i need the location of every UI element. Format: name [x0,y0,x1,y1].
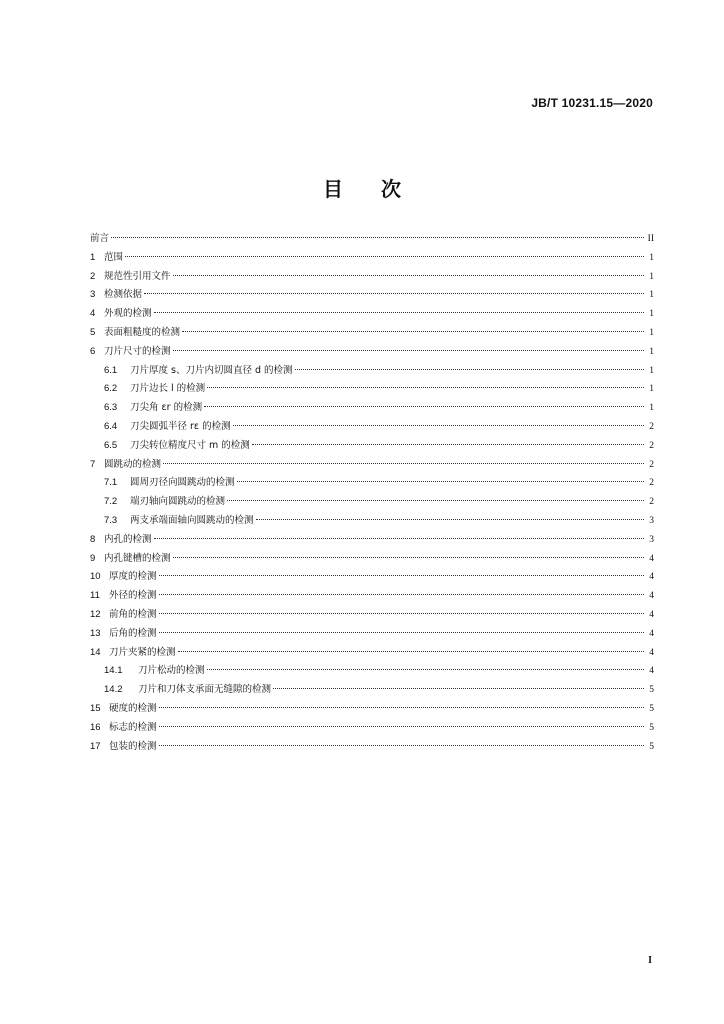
toc-entry-page: 4 [649,572,654,583]
toc-entry[interactable] [90,230,654,249]
toc-entry-label: 内孔键槽的检测 [104,552,171,564]
toc-entry[interactable] [90,606,654,625]
toc-entry-page: 1 [649,365,654,376]
toc-entry-label: 圆周刃径向圆跳动的检测 [130,477,235,489]
toc-entry-page: 2 [649,497,654,508]
dot-leader [159,594,644,595]
toc-entry[interactable] [90,474,654,493]
toc-entry-page: II [647,234,654,244]
table-of-contents [90,230,654,756]
toc-entry-page: 2 [649,478,654,489]
dot-leader [125,256,644,257]
toc-entry[interactable] [90,380,654,399]
dot-leader [178,651,644,652]
toc-entry-page: 3 [649,515,654,526]
dot-leader [111,237,644,238]
toc-entry-label: 检测依据 [104,289,143,301]
toc-entry[interactable] [90,437,654,456]
toc-entry-number: 7 [90,458,96,470]
page-number: I [648,955,652,966]
toc-entry[interactable] [90,493,654,512]
toc-entry[interactable] [90,286,654,305]
toc-entry-number: 2 [90,270,96,282]
toc-entry-label: 标志的检测 [109,721,157,733]
toc-entry-label: 刀尖角 εr 的检测 [130,402,203,414]
toc-entry[interactable] [90,568,654,587]
toc-entry-number: 7.2 [104,496,118,508]
dot-leader [227,500,644,501]
toc-entry-number: 16 [90,721,101,733]
toc-entry-page: 1 [649,384,654,395]
toc-entry[interactable] [90,343,654,362]
toc-entry-label: 刀片夹紧的检测 [109,646,176,658]
toc-entry[interactable] [90,531,654,550]
toc-entry-label: 硬度的检测 [109,702,157,714]
toc-entry-page: 1 [649,403,654,414]
toc-entry-number: 7.3 [104,514,118,526]
dot-leader [159,613,644,614]
dot-leader [252,444,644,445]
dot-leader [159,632,644,633]
toc-entry-label: 包装的检测 [109,740,157,752]
toc-entry[interactable] [90,456,654,475]
toc-entry-number: 6.4 [104,420,118,432]
toc-entry-page: 5 [649,685,654,696]
dot-leader [159,707,644,708]
dot-leader [204,406,644,407]
toc-entry-label: 表面粗糙度的检测 [104,326,181,338]
dot-leader [237,481,644,482]
toc-entry-page: 4 [649,553,654,564]
toc-entry[interactable] [90,512,654,531]
dot-leader [295,369,644,370]
dot-leader [273,688,644,689]
toc-entry-page: 4 [649,666,654,677]
toc-entry-number: 11 [90,590,100,602]
toc-entry-page: 5 [649,722,654,733]
toc-entry-number: 13 [90,627,101,639]
dot-leader [154,312,644,313]
toc-entry[interactable] [90,738,654,757]
toc-entry-number: 1 [90,251,96,263]
toc-entry-number: 17 [90,740,101,752]
toc-entry-label: 刀片和刀体支承面无缝隙的检测 [138,684,272,696]
dot-leader [163,463,644,464]
toc-entry-page: 4 [649,609,654,620]
toc-entry-number: 7.1 [104,477,118,489]
toc-entry[interactable] [90,268,654,287]
toc-entry[interactable] [90,681,654,700]
toc-entry[interactable] [90,625,654,644]
toc-entry-label: 两支承端面轴向圆跳动的检测 [130,514,254,526]
toc-entry-label: 前角的检测 [109,608,157,620]
toc-entry-page: 3 [649,534,654,545]
dot-leader [207,387,644,388]
dot-leader [159,726,644,727]
toc-entry-label: 刀片厚度 s、刀片内切圆直径 d 的检测 [130,364,293,376]
toc-entry-label: 圆跳动的检测 [104,458,162,470]
toc-entry-page: 1 [649,327,654,338]
toc-entry-label: 范围 [104,251,124,263]
toc-entry-page: 1 [649,252,654,263]
toc-entry-number: 5 [90,326,96,338]
toc-entry[interactable] [90,719,654,738]
toc-entry-label: 刀片尺寸的检测 [104,345,171,357]
toc-entry-number: 15 [90,702,101,714]
toc-entry-number: 8 [90,533,96,545]
toc-entry-label: 前言 [90,233,110,244]
toc-entry-label: 刀片松动的检测 [138,665,205,677]
dot-leader [144,293,644,294]
toc-entry-label: 后角的检测 [109,627,157,639]
toc-entry-page: 1 [649,271,654,282]
dot-leader [159,575,644,576]
toc-entry[interactable] [90,662,654,681]
toc-entry[interactable] [90,587,654,606]
toc-entry-page: 5 [649,703,654,714]
toc-entry-page: 1 [649,346,654,357]
toc-entry-label: 刀尖圆弧半径 rε 的检测 [130,420,231,432]
toc-entry[interactable] [90,324,654,343]
toc-entry-number: 6.3 [104,402,118,414]
toc-entry-label: 内孔的检测 [104,533,152,545]
dot-leader [256,519,644,520]
dot-leader [154,538,644,539]
toc-entry-label: 厚度的检测 [109,571,157,583]
toc-entry-label: 端刃轴向圆跳动的检测 [130,496,226,508]
toc-entry-number: 6.1 [104,364,118,376]
toc-entry-number: 6 [90,345,96,357]
dot-leader [173,350,644,351]
toc-entry[interactable] [90,644,654,663]
dot-leader [173,557,644,558]
dot-leader [182,331,644,332]
toc-entry-number: 3 [90,289,96,301]
toc-entry-label: 外径的检测 [109,590,157,602]
toc-entry-page: 4 [649,647,654,658]
toc-entry-page: 2 [649,459,654,470]
toc-entry-number: 4 [90,308,96,320]
toc-entry-page: 4 [649,591,654,602]
toc-entry[interactable] [90,700,654,719]
standard-number: JB/T 10231.15—2020 [531,96,653,110]
toc-entry-page: 1 [649,309,654,320]
toc-entry[interactable] [90,305,654,324]
dot-leader [173,275,644,276]
toc-entry-number: 6.5 [104,439,118,451]
toc-entry-page: 1 [649,290,654,301]
toc-entry-page: 4 [649,628,654,639]
toc-entry-label: 规范性引用文件 [104,270,171,282]
toc-entry-number: 14.2 [104,684,123,696]
toc-entry-number: 10 [90,571,101,583]
dot-leader [159,745,644,746]
toc-entry-label: 刀片边长 l 的检测 [130,383,206,395]
dot-leader [233,425,644,426]
toc-entry-number: 9 [90,552,96,564]
toc-entry-page: 2 [649,421,654,432]
toc-entry[interactable] [90,550,654,569]
toc-entry-number: 12 [90,608,101,620]
page-title: 目次 [323,177,439,201]
toc-entry-label: 刀尖转位精度尺寸 m 的检测 [130,439,250,451]
toc-entry-number: 6.2 [104,383,118,395]
toc-entry-number: 14 [90,646,101,658]
toc-entry[interactable] [90,399,654,418]
toc-entry[interactable] [90,249,654,268]
toc-entry-page: 5 [649,741,654,752]
toc-entry[interactable] [90,418,654,437]
toc-entry[interactable] [90,362,654,381]
dot-leader [207,669,644,670]
toc-entry-page: 2 [649,440,654,451]
toc-entry-number: 14.1 [104,665,123,677]
toc-entry-label: 外观的检测 [104,308,152,320]
